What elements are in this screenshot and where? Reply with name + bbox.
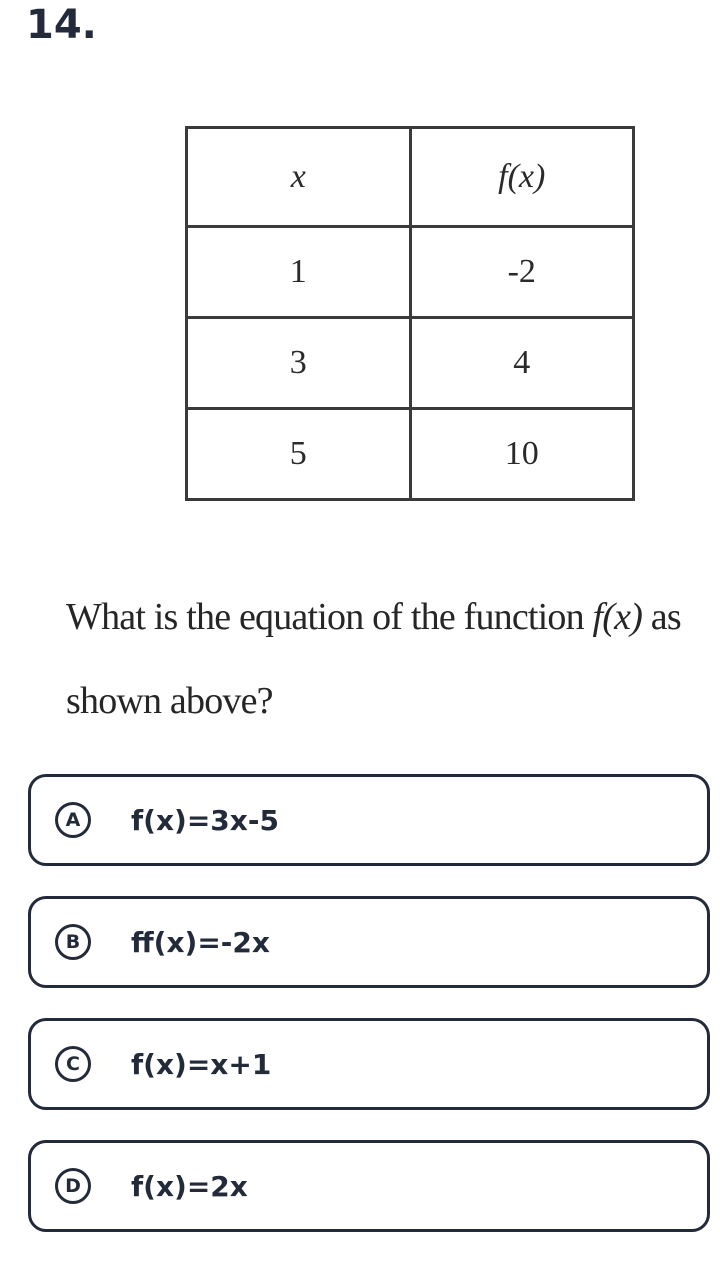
table-row — [187, 318, 634, 409]
table-row — [187, 409, 634, 500]
table-row — [187, 227, 634, 318]
option-c-text: f(x)=x+1 — [131, 1047, 272, 1081]
option-c-button[interactable] — [28, 1018, 710, 1110]
table-cell-fx: 10 — [410, 409, 634, 500]
table-cell-x: 5 — [187, 409, 411, 500]
function-table — [185, 126, 635, 501]
option-a-letter-icon: A — [55, 802, 91, 838]
option-b-text: ff(x)=-2x — [131, 925, 270, 959]
answer-options — [28, 774, 710, 1262]
option-c-letter-icon: C — [55, 1046, 91, 1082]
question-text-start: What is the equation of the function — [66, 596, 593, 638]
option-a-button[interactable] — [28, 774, 710, 866]
table-cell-x: 1 — [187, 227, 411, 318]
table-cell-fx: 4 — [410, 318, 634, 409]
function-table-container — [185, 126, 635, 496]
option-a-text: f(x)=3x-5 — [131, 803, 279, 837]
option-d-text: f(x)=2x — [131, 1169, 248, 1203]
option-b-letter-icon: B — [55, 924, 91, 960]
table-cell-x: 3 — [187, 318, 411, 409]
option-b-button[interactable] — [28, 896, 710, 988]
question-number: 14. — [26, 2, 97, 48]
question-text-end: as shown above? — [66, 596, 681, 722]
option-d-letter-icon: D — [55, 1168, 91, 1204]
table-header-row — [187, 128, 634, 227]
column-header-fx: f(x) — [410, 128, 634, 227]
table-cell-fx: -2 — [410, 227, 634, 318]
question-text — [66, 575, 686, 743]
column-header-x: x — [187, 128, 411, 227]
question-function-name: f(x) — [592, 596, 643, 638]
option-d-button[interactable] — [28, 1140, 710, 1232]
